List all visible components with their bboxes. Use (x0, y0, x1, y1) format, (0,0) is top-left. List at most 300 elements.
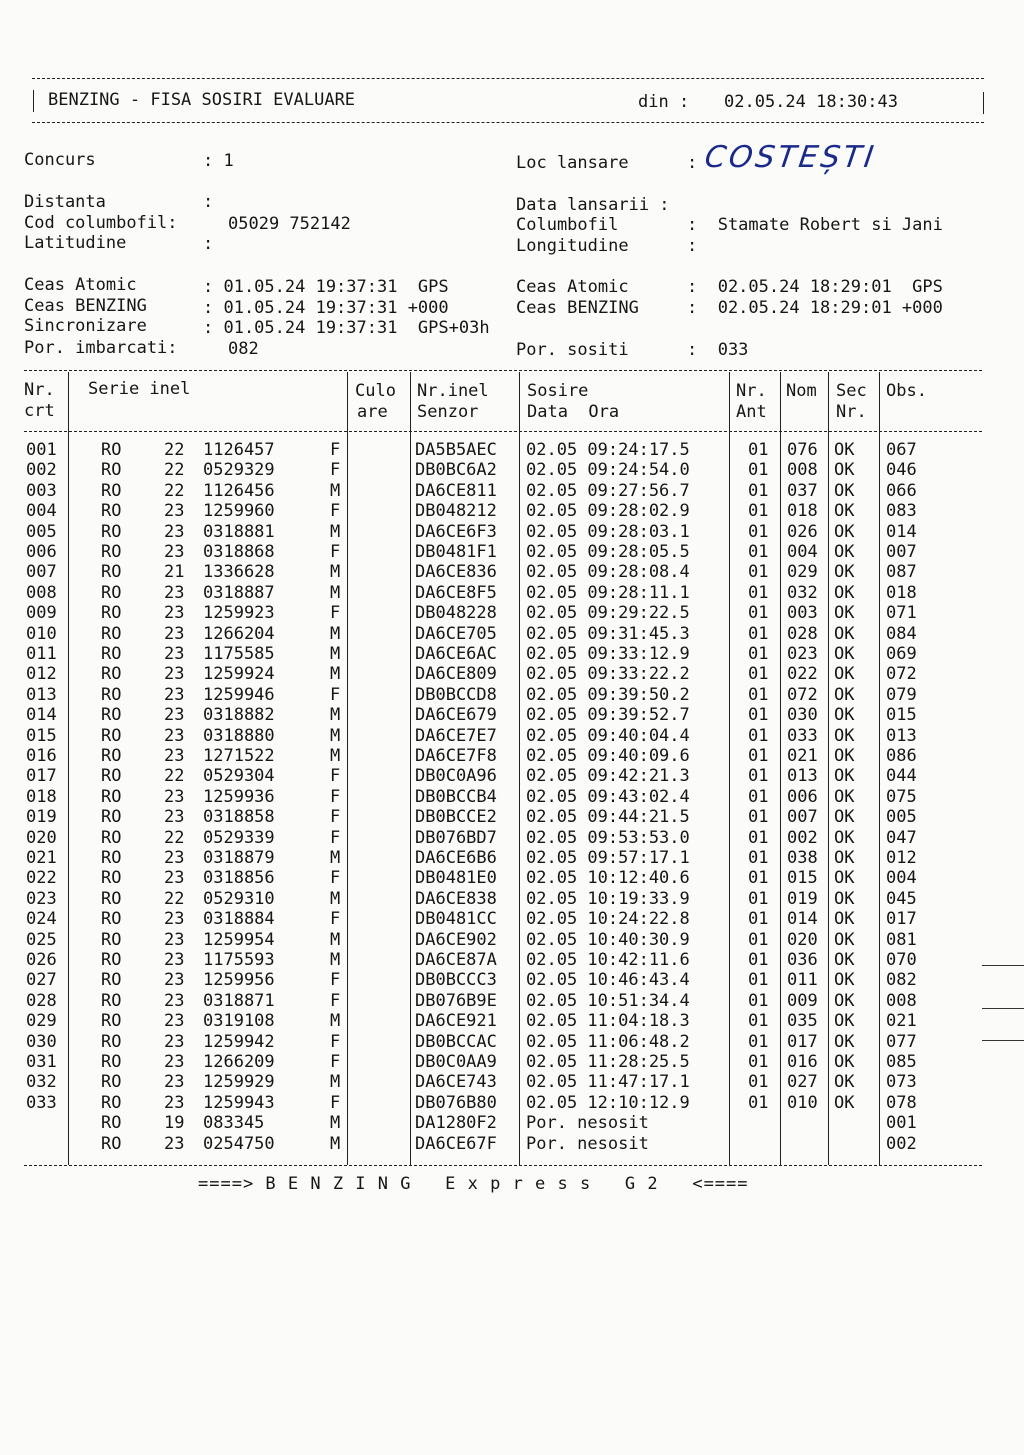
row-sex: M (330, 623, 341, 644)
row-sensor: DA6CE809 (415, 664, 497, 685)
row-country: RO (101, 888, 122, 909)
row-country: RO (101, 1011, 122, 1032)
row-arrival: 02.05 10:46:43.4 (526, 970, 690, 991)
concurs-value: : 1 (203, 151, 234, 171)
row-antenna: 01 (748, 929, 769, 950)
row-obs: 004 (886, 868, 917, 889)
row-country: RO (101, 644, 122, 664)
row-obs: 008 (886, 990, 917, 1011)
row-arrival: 02.05 09:39:52.7 (526, 705, 690, 726)
row-year: 23 (164, 1031, 185, 1052)
row-sec: OK (834, 1052, 855, 1072)
row-nom: 036 (787, 950, 818, 970)
table-bottom-rule (24, 1165, 982, 1166)
row-nr: 017 (26, 766, 57, 787)
row-sensor: DA6CE921 (415, 1011, 497, 1032)
row-nom: 029 (787, 562, 818, 583)
row-country: RO (101, 1031, 122, 1052)
table-row (0, 889, 1024, 909)
row-year: 23 (164, 664, 185, 685)
row-arrival: 02.05 09:44:21.5 (526, 807, 690, 828)
ceas-atomic-right-label: Ceas Atomic (516, 277, 629, 297)
row-nr: 001 (26, 440, 57, 460)
row-ring-number: 0318856 (203, 868, 275, 889)
row-country: RO (101, 1133, 122, 1154)
row-nom: 023 (787, 644, 818, 664)
row-sec: OK (834, 1092, 855, 1113)
pen-mark (982, 1040, 1024, 1041)
table-row (0, 950, 1024, 970)
row-country: RO (101, 664, 122, 685)
col-header-ant-2: Ant (736, 402, 767, 422)
row-antenna: 01 (748, 766, 769, 787)
row-ring-number: 1271522 (203, 746, 275, 766)
row-nr: 025 (26, 929, 57, 950)
row-ring-number: 1259942 (203, 1031, 275, 1052)
sincronizare-value: : 01.05.24 19:37:31 GPS+03h (203, 318, 490, 338)
table-row (0, 848, 1024, 868)
row-arrival: 02.05 09:27:56.7 (526, 480, 690, 501)
row-year: 23 (164, 521, 185, 542)
row-country: RO (101, 623, 122, 644)
row-arrival: 02.05 09:40:09.6 (526, 746, 690, 766)
row-arrival: Por. nesosit (526, 1113, 649, 1134)
row-obs: 002 (886, 1133, 917, 1154)
row-obs: 015 (886, 705, 917, 726)
row-sensor: DB0481F1 (415, 542, 497, 562)
row-sensor: DA6CE6AC (415, 644, 497, 664)
title-left-bar (33, 90, 34, 112)
distanta-value: : (203, 192, 214, 212)
row-obs: 085 (886, 1052, 917, 1072)
row-ring-number: 1126456 (203, 480, 275, 501)
row-sensor: DB076B80 (415, 1092, 497, 1113)
row-ring-number: 1259946 (203, 684, 275, 705)
row-nom: 006 (787, 786, 818, 807)
row-nr: 030 (26, 1031, 57, 1052)
table-row (0, 828, 1024, 848)
row-year: 23 (164, 725, 185, 746)
row-country: RO (101, 909, 122, 930)
row-arrival: 02.05 10:40:30.9 (526, 929, 690, 950)
row-nr: 005 (26, 521, 57, 542)
row-arrival: 02.05 11:06:48.2 (526, 1031, 690, 1052)
row-antenna: 01 (748, 542, 769, 562)
row-nom: 003 (787, 603, 818, 624)
row-year: 22 (164, 766, 185, 787)
row-arrival: 02.05 09:33:12.9 (526, 644, 690, 664)
table-row (0, 481, 1024, 501)
por-sositi-label: Por. sositi (516, 340, 629, 360)
row-nr: 013 (26, 684, 57, 705)
row-year: 23 (164, 1052, 185, 1072)
row-obs: 084 (886, 623, 917, 644)
row-year: 23 (164, 623, 185, 644)
row-obs: 045 (886, 888, 917, 909)
row-nom: 038 (787, 848, 818, 868)
row-arrival: 02.05 09:42:21.3 (526, 766, 690, 787)
row-year: 23 (164, 582, 185, 603)
row-sensor: DA6CE7E7 (415, 725, 497, 746)
row-nom: 028 (787, 623, 818, 644)
cod-value: 05029 752142 (228, 214, 351, 234)
row-sex: M (330, 644, 341, 664)
row-country: RO (101, 603, 122, 624)
row-nr: 016 (26, 746, 57, 766)
row-nr: 018 (26, 786, 57, 807)
row-nom: 072 (787, 684, 818, 705)
row-sec: OK (834, 684, 855, 705)
row-sensor: DA6CE8F5 (415, 582, 497, 603)
row-sex: F (330, 1052, 341, 1072)
row-obs: 073 (886, 1072, 917, 1093)
row-sensor: DA6CE838 (415, 888, 497, 909)
row-sex: M (330, 746, 341, 766)
row-nr: 029 (26, 1011, 57, 1032)
row-arrival: 02.05 09:43:02.4 (526, 786, 690, 807)
row-arrival: 02.05 11:47:17.1 (526, 1072, 690, 1093)
row-sensor: DB0BCCB4 (415, 786, 497, 807)
row-ring-number: 1175585 (203, 644, 275, 664)
pen-mark (982, 1008, 1024, 1009)
row-sensor: DB0BC6A2 (415, 460, 497, 481)
row-year: 23 (164, 929, 185, 950)
row-country: RO (101, 684, 122, 705)
row-sec: OK (834, 705, 855, 726)
col-header-culoare-2: are (357, 402, 388, 422)
row-arrival: 02.05 11:28:25.5 (526, 1052, 690, 1072)
row-obs: 069 (886, 644, 917, 664)
row-country: RO (101, 582, 122, 603)
row-obs: 005 (886, 807, 917, 828)
row-nr: 022 (26, 868, 57, 889)
row-year: 22 (164, 827, 185, 848)
row-ring-number: 0318887 (203, 582, 275, 603)
row-obs: 087 (886, 562, 917, 583)
row-arrival: 02.05 11:04:18.3 (526, 1011, 690, 1032)
row-sex: M (330, 929, 341, 950)
row-country: RO (101, 542, 122, 562)
row-arrival: 02.05 09:39:50.2 (526, 684, 690, 705)
title-bottom-rule (32, 122, 984, 123)
row-year: 23 (164, 1072, 185, 1093)
row-arrival: 02.05 09:28:02.9 (526, 501, 690, 522)
row-sec: OK (834, 746, 855, 766)
row-sex: F (330, 603, 341, 624)
row-antenna: 01 (748, 1011, 769, 1032)
row-sensor: DB0BCCD8 (415, 684, 497, 705)
row-country: RO (101, 1113, 122, 1134)
row-year: 21 (164, 562, 185, 583)
row-antenna: 01 (748, 848, 769, 868)
row-ring-number: 0529304 (203, 766, 275, 787)
row-ring-number: 1259956 (203, 970, 275, 991)
row-sensor: DA6CE836 (415, 562, 497, 583)
row-antenna: 01 (748, 664, 769, 685)
row-sex: M (330, 1011, 341, 1032)
row-obs: 014 (886, 521, 917, 542)
table-row (0, 583, 1024, 603)
row-obs: 071 (886, 603, 917, 624)
row-sec: OK (834, 909, 855, 930)
por-imbarcati-value: 082 (228, 339, 259, 359)
row-ring-number: 0529339 (203, 827, 275, 848)
row-sensor: DA6CE6F3 (415, 521, 497, 542)
row-sex: M (330, 725, 341, 746)
table-row (0, 460, 1024, 480)
table-row (0, 644, 1024, 664)
row-sensor: DA6CE6B6 (415, 848, 497, 868)
row-sex: F (330, 501, 341, 522)
row-sec: OK (834, 929, 855, 950)
row-nr: 003 (26, 480, 57, 501)
col-header-sec-2: Nr. (836, 402, 867, 422)
row-nom: 076 (787, 440, 818, 460)
row-sex: M (330, 888, 341, 909)
row-sec: OK (834, 990, 855, 1011)
row-nr: 004 (26, 501, 57, 522)
row-antenna: 01 (748, 827, 769, 848)
row-nom: 018 (787, 501, 818, 522)
row-ring-number: 0318882 (203, 705, 275, 726)
row-nom: 021 (787, 746, 818, 766)
row-sensor: DB0C0A96 (415, 766, 497, 787)
date-label: din : (638, 92, 690, 112)
row-sensor: DB0BCCAC (415, 1031, 497, 1052)
loc-label: Loc lansare (516, 153, 629, 173)
row-country: RO (101, 562, 122, 583)
row-obs: 067 (886, 440, 917, 460)
row-sensor: DB0481E0 (415, 868, 497, 889)
row-ring-number: 0318879 (203, 848, 275, 868)
row-sex: F (330, 827, 341, 848)
row-obs: 077 (886, 1031, 917, 1052)
ceas-benzing-right-label: Ceas BENZING (516, 298, 639, 318)
row-antenna: 01 (748, 970, 769, 991)
table-row (0, 930, 1024, 950)
row-sex: M (330, 848, 341, 868)
row-year: 23 (164, 970, 185, 991)
row-ring-number: 0318858 (203, 807, 275, 828)
row-sex: F (330, 1092, 341, 1113)
row-country: RO (101, 705, 122, 726)
row-sec: OK (834, 501, 855, 522)
row-country: RO (101, 848, 122, 868)
row-nr: 024 (26, 909, 57, 930)
latitudine-value: : (203, 234, 214, 254)
table-row (0, 522, 1024, 542)
row-nr: 019 (26, 807, 57, 828)
table-row (0, 705, 1024, 725)
row-ring-number: 1266209 (203, 1052, 275, 1072)
row-nr: 010 (26, 623, 57, 644)
table-row (0, 685, 1024, 705)
table-row (0, 807, 1024, 827)
row-sex: F (330, 990, 341, 1011)
table-row (0, 664, 1024, 684)
row-nr: 014 (26, 705, 57, 726)
table-row (0, 1011, 1024, 1031)
handwritten-location: COSTEȘTI (702, 140, 879, 175)
row-sec: OK (834, 440, 855, 460)
row-obs: 001 (886, 1113, 917, 1134)
row-country: RO (101, 827, 122, 848)
row-nom: 022 (787, 664, 818, 685)
row-nom: 037 (787, 480, 818, 501)
columbofil-label: Columbofil (516, 215, 619, 235)
row-country: RO (101, 868, 122, 889)
row-nom: 017 (787, 1031, 818, 1052)
row-antenna: 01 (748, 684, 769, 705)
table-row (0, 746, 1024, 766)
row-ring-number: 0529310 (203, 888, 275, 909)
row-nom: 013 (787, 766, 818, 787)
row-country: RO (101, 929, 122, 950)
row-nr: 023 (26, 888, 57, 909)
table-row (0, 603, 1024, 623)
row-sec: OK (834, 807, 855, 828)
ceas-benzing-left-value: : 01.05.24 19:37:31 +000 (203, 298, 449, 318)
row-antenna: 01 (748, 705, 769, 726)
row-obs: 078 (886, 1092, 917, 1113)
cod-label: Cod columbofil: (24, 213, 178, 233)
row-year: 19 (164, 1113, 185, 1134)
row-sex: M (330, 582, 341, 603)
row-antenna: 01 (748, 460, 769, 481)
row-nom: 009 (787, 990, 818, 1011)
table-row (0, 501, 1024, 521)
table-top-rule (24, 370, 982, 371)
col-header-obs: Obs. (886, 381, 927, 401)
row-year: 22 (164, 440, 185, 460)
row-nr: 009 (26, 603, 57, 624)
row-year: 23 (164, 746, 185, 766)
row-nr: 021 (26, 848, 57, 868)
row-country: RO (101, 1052, 122, 1072)
row-sensor: DA6CE67F (415, 1133, 497, 1154)
row-sex: M (330, 562, 341, 583)
row-antenna: 01 (748, 725, 769, 746)
row-country: RO (101, 460, 122, 481)
row-sec: OK (834, 786, 855, 807)
row-ring-number: 1259954 (203, 929, 275, 950)
row-nr: 011 (26, 644, 57, 664)
row-arrival: 02.05 09:53:53.0 (526, 827, 690, 848)
row-arrival: 02.05 10:51:34.4 (526, 990, 690, 1011)
row-antenna: 01 (748, 603, 769, 624)
row-nr: 026 (26, 950, 57, 970)
row-year: 23 (164, 786, 185, 807)
row-arrival: 02.05 09:29:22.5 (526, 603, 690, 624)
row-sensor: DA1280F2 (415, 1113, 497, 1134)
row-sex: F (330, 460, 341, 481)
row-antenna: 01 (748, 501, 769, 522)
row-nr: 007 (26, 562, 57, 583)
table-row (0, 909, 1024, 929)
row-ring-number: 1266204 (203, 623, 275, 644)
row-antenna: 01 (748, 521, 769, 542)
columbofil-value: : Stamate Robert si Jani (687, 215, 943, 235)
row-year: 23 (164, 542, 185, 562)
row-antenna: 01 (748, 868, 769, 889)
table-row (0, 440, 1024, 460)
row-year: 23 (164, 868, 185, 889)
row-ring-number: 0529329 (203, 460, 275, 481)
row-antenna: 01 (748, 562, 769, 583)
row-sex: F (330, 970, 341, 991)
row-country: RO (101, 725, 122, 746)
row-year: 22 (164, 480, 185, 501)
row-sensor: DB048212 (415, 501, 497, 522)
row-sensor: DB0BCCE2 (415, 807, 497, 828)
row-nom: 007 (787, 807, 818, 828)
row-year: 23 (164, 603, 185, 624)
row-sex: F (330, 909, 341, 930)
row-nr: 031 (26, 1052, 57, 1072)
table-row (0, 970, 1024, 990)
row-nr: 020 (26, 827, 57, 848)
row-sec: OK (834, 970, 855, 991)
report-datetime: 02.05.24 18:30:43 (724, 92, 898, 112)
row-ring-number: 0319108 (203, 1011, 275, 1032)
row-country: RO (101, 807, 122, 828)
row-country: RO (101, 786, 122, 807)
pen-mark (982, 965, 1024, 966)
row-sec: OK (834, 827, 855, 848)
table-row (0, 766, 1024, 786)
row-ring-number: 1259924 (203, 664, 275, 685)
row-sec: OK (834, 1011, 855, 1032)
row-antenna: 01 (748, 888, 769, 909)
col-header-sec-1: Sec (836, 381, 867, 401)
sincronizare-label: Sincronizare (24, 316, 147, 336)
row-nom: 015 (787, 868, 818, 889)
row-nr: 015 (26, 725, 57, 746)
row-obs: 066 (886, 480, 917, 501)
row-ring-number: 083345 (203, 1113, 265, 1134)
row-sec: OK (834, 644, 855, 664)
row-sex: M (330, 1133, 341, 1154)
row-ring-number: 1259936 (203, 786, 275, 807)
col-header-crt: crt (24, 401, 55, 421)
row-sex: M (330, 1072, 341, 1093)
table-row (0, 1072, 1024, 1092)
row-sex: M (330, 1113, 341, 1134)
col-header-culoare-1: Culo (355, 381, 396, 401)
row-arrival: 02.05 09:24:54.0 (526, 460, 690, 481)
row-nom: 014 (787, 909, 818, 930)
row-sex: F (330, 807, 341, 828)
row-ring-number: 0318868 (203, 542, 275, 562)
row-sex: M (330, 705, 341, 726)
row-sec: OK (834, 623, 855, 644)
row-sex: F (330, 766, 341, 787)
row-sec: OK (834, 664, 855, 685)
row-nom: 020 (787, 929, 818, 950)
row-nom: 002 (787, 827, 818, 848)
row-antenna: 01 (748, 909, 769, 930)
row-arrival: 02.05 09:28:11.1 (526, 582, 690, 603)
row-country: RO (101, 970, 122, 991)
row-antenna: 01 (748, 480, 769, 501)
row-obs: 021 (886, 1011, 917, 1032)
row-sec: OK (834, 766, 855, 787)
footer-banner: ====> B E N Z I N G E x p r e s s G 2 <==== (198, 1174, 749, 1194)
row-obs: 082 (886, 970, 917, 991)
row-ring-number: 1126457 (203, 440, 275, 460)
table-row (0, 1093, 1024, 1113)
row-nom: 035 (787, 1011, 818, 1032)
